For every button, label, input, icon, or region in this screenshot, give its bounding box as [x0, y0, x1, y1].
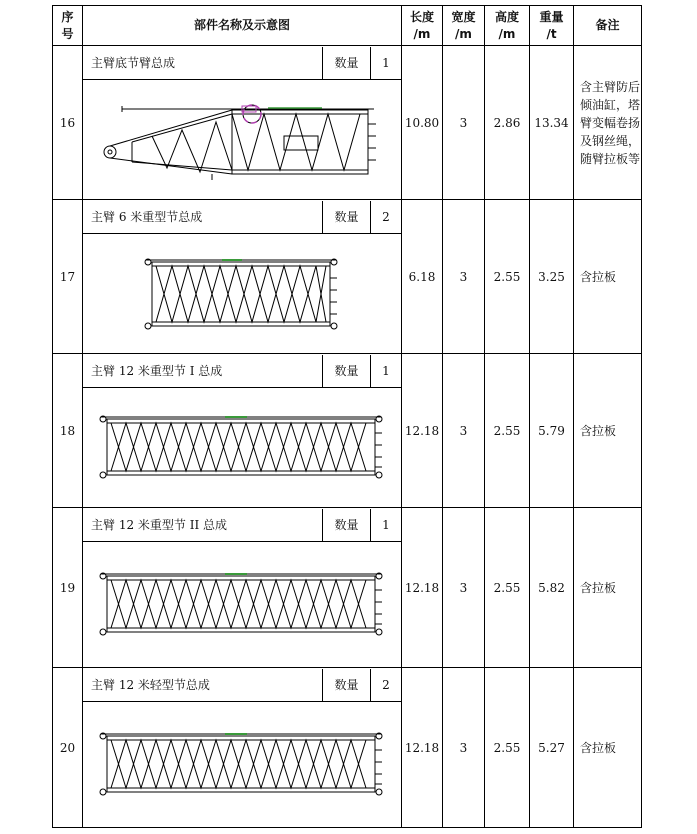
table-row: [53, 46, 642, 200]
qty-value: 2: [382, 209, 390, 224]
row-seq: 19: [53, 508, 83, 668]
row-name-cell: [83, 508, 402, 668]
boom-6m-drawing: [83, 234, 401, 353]
row-weight: 13.34: [530, 46, 574, 200]
header-seq: 序 号: [53, 6, 83, 46]
base-boom-drawing: [83, 80, 401, 199]
part-name: 主臂 12 米重型节 II 总成: [83, 509, 323, 541]
row-seq: 20: [53, 668, 83, 828]
row-name-cell: [83, 354, 402, 508]
row-seq: 18: [53, 354, 83, 508]
table-row: [53, 668, 642, 828]
row-note: 含拉板: [574, 668, 642, 828]
row-width: 3: [443, 668, 485, 828]
row-width: 3: [443, 200, 485, 354]
part-name: 主臂 12 米重型节 I 总成: [83, 355, 323, 387]
qty-label: 数量: [323, 509, 371, 541]
table-row: [53, 508, 642, 668]
table-row: [53, 354, 642, 508]
row-width: 3: [443, 46, 485, 200]
row-width: 3: [443, 508, 485, 668]
part-name: 主臂 6 米重型节总成: [83, 201, 323, 233]
row-note: 含拉板: [574, 508, 642, 668]
row-name-cell: [83, 46, 402, 200]
header-row: [53, 6, 642, 46]
row-height: 2.55: [485, 668, 530, 828]
qty-value: 1: [382, 517, 390, 532]
qty-label: 数量: [323, 201, 371, 233]
row-height: 2.55: [485, 354, 530, 508]
row-length: 12.18: [402, 354, 443, 508]
row-name-cell: [83, 668, 402, 828]
qty-label: 数量: [323, 669, 371, 701]
header-length: 长度 /m: [402, 6, 443, 46]
qty-value: 1: [382, 55, 390, 70]
row-weight: 5.27: [530, 668, 574, 828]
row-weight: 5.79: [530, 354, 574, 508]
row-length: 12.18: [402, 508, 443, 668]
boom-spec-table: [52, 5, 642, 828]
qty-label: 数量: [323, 47, 371, 79]
row-height: 2.55: [485, 508, 530, 668]
row-length: 12.18: [402, 668, 443, 828]
row-note: 含主臂防后倾油缸，塔臂变幅卷扬及钢丝绳，随臂拉板等: [574, 46, 642, 200]
part-name: 主臂底节臂总成: [83, 47, 323, 79]
row-length: 10.80: [402, 46, 443, 200]
qty-value: 2: [382, 677, 390, 692]
row-seq: 17: [53, 200, 83, 354]
row-seq: 16: [53, 46, 83, 200]
row-height: 2.86: [485, 46, 530, 200]
header-width: 宽度 /m: [443, 6, 485, 46]
row-weight: 3.25: [530, 200, 574, 354]
row-weight: 5.82: [530, 508, 574, 668]
header-note: 备注: [574, 6, 642, 46]
row-width: 3: [443, 354, 485, 508]
header-height: 高度 /m: [485, 6, 530, 46]
boom-12m-drawing: [83, 542, 401, 667]
row-length: 6.18: [402, 200, 443, 354]
row-height: 2.55: [485, 200, 530, 354]
table-row: [53, 200, 642, 354]
boom-12m-drawing: [83, 702, 401, 827]
header-weight: 重量 /t: [530, 6, 574, 46]
row-name-cell: [83, 200, 402, 354]
header-name: 部件名称及示意图: [83, 6, 402, 46]
row-note: 含拉板: [574, 354, 642, 508]
part-name: 主臂 12 米轻型节总成: [83, 669, 323, 701]
row-note: 含拉板: [574, 200, 642, 354]
boom-12m-drawing: [83, 388, 401, 507]
qty-value: 1: [382, 363, 390, 378]
qty-label: 数量: [323, 355, 371, 387]
